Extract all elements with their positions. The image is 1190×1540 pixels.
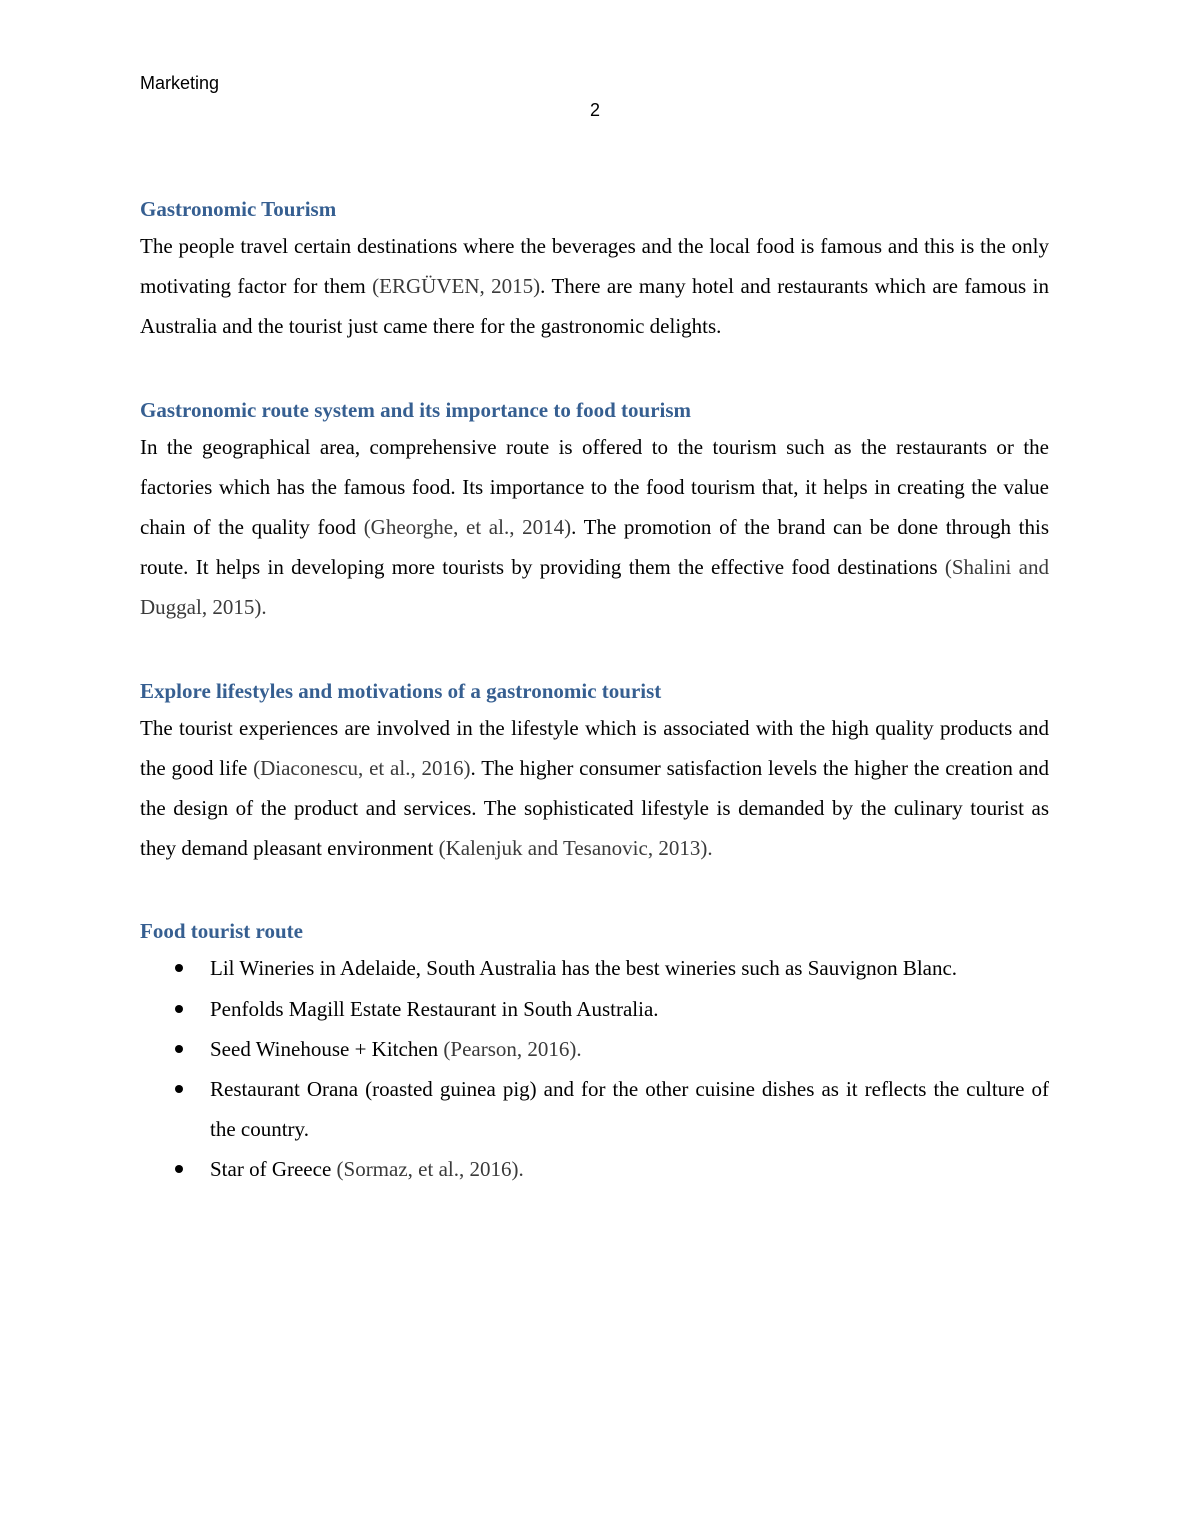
list-item: Restaurant Orana (roasted guinea pig) and for the other cuisine dishes as it reflects the culture of the country.	[140, 1069, 1049, 1149]
section-gastronomic-tourism	[140, 193, 1049, 347]
bullet-icon	[175, 1165, 183, 1173]
document-body	[140, 193, 1049, 1237]
list-item: Lil Wineries in Adelaide, South Australia has the best wineries such as Sauvignon Blanc.	[140, 948, 1049, 988]
section-heading: Gastronomic Tourism	[140, 197, 337, 221]
section-gastronomic-route	[140, 394, 1049, 628]
section-food-tourist-route	[140, 915, 1049, 1189]
citation: (Shalini and Duggal, 2015)	[140, 555, 1049, 620]
citation: (Kalenjuk and Tesanovic, 2013)	[438, 836, 708, 861]
header-title: Marketing	[140, 73, 220, 93]
page-number: 2	[589, 100, 600, 120]
section-paragraph: The people travel certain destinations where the beverages and the local food is famous and this is the only motivating factor for them (ERGÜVEN, 2015). There are many hotel and restaurants which are famous in Australia and the tourist just came there for the gastronomic delights.	[140, 234, 1050, 339]
section-heading: Food tourist route	[140, 919, 303, 944]
bullet-list	[140, 948, 1049, 1189]
bullet-icon	[175, 1085, 183, 1093]
list-item: Penfolds Magill Estate Restaurant in South Australia.	[140, 989, 1049, 1029]
citation: (Pearson, 2016)	[443, 1036, 577, 1061]
citation: (Diaconescu, et al., 2016)	[253, 755, 471, 780]
citation: (ERGÜVEN, 2015)	[372, 274, 541, 299]
section-heading: Gastronomic route system and its importance to food tourism	[140, 397, 692, 422]
list-item: Star of Greece (Sormaz, et al., 2016).	[140, 1149, 1049, 1189]
bullet-icon	[175, 964, 183, 972]
citation: (Gheorghe, et al., 2014)	[363, 515, 572, 540]
citation: (Sormaz, et al., 2016)	[336, 1157, 519, 1182]
section-lifestyles	[140, 675, 1049, 869]
bullet-icon	[175, 1005, 183, 1013]
section-heading: Explore lifestyles and motivations of a gastronomic tourist	[140, 678, 662, 703]
list-item: Seed Winehouse + Kitchen (Pearson, 2016).	[140, 1029, 1049, 1069]
section-paragraph: The tourist experiences are involved in the lifestyle which is associated with the high quality products and the good life (Diaconescu, et al., 2016). The higher consumer satisfaction levels the higher the creation and the design of the product and services. The sophisticated lifestyle is demanded by the culinary tourist as they demand pleasant environment (Kalenjuk and Tesanovic, 2013).	[140, 715, 1049, 861]
bullet-icon	[175, 1045, 183, 1053]
section-paragraph: In the geographical area, comprehensive route is offered to the tourism such as the restaurants or the factories which has the famous food. Its importance to the food tourism that, it helps in creating the value chain of the quality food (Gheorghe, et al., 2014). The promotion of the brand can be done through this route. It helps in developing more tourists by providing them the effective food destinations (Shalini and Duggal, 2015).	[140, 434, 1050, 620]
